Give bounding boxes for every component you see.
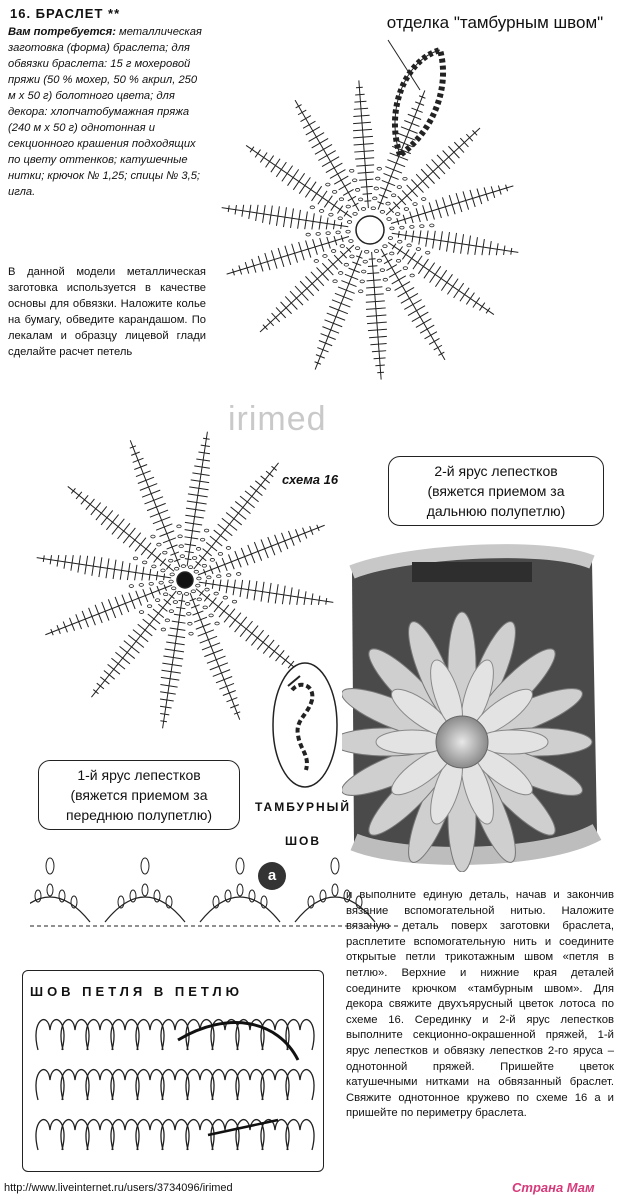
bracelet-photo (342, 532, 604, 872)
watermark: irimed (228, 400, 327, 438)
tier2-line1: 2-й ярус лепестков (434, 463, 558, 479)
seam-title: ШОВ ПЕТЛЯ В ПЕТЛЮ (30, 984, 244, 999)
site-logo: Страна Мам (512, 1180, 595, 1195)
source-url[interactable]: http://www.liveinternet.ru/users/3734096/irimed (4, 1182, 233, 1194)
tier1-line1: 1-й ярус лепестков (77, 767, 201, 783)
chain-stitch-leaf-diagram (380, 30, 460, 170)
lace-edging-diagram (30, 852, 400, 932)
materials-text: металлическая заготовка (форма) браслета; для обвязки браслета: 15 г мохеровой пряжи (50 % мохер, 50 % акрил, 250 м х 50 г) болотного цвета; для декора: хлопчатобумажная пряжа (240 м х 50 г) однотонная и секционного крашения подходящих по цвету оттенков; катушечные нитки; крючок № 1,25; спицы № 3,5; игла. (8, 26, 202, 198)
article-title: 16. БРАСЛЕТ ** (10, 6, 121, 21)
marker-a-text: а (267, 867, 277, 884)
tier2-label (388, 456, 604, 526)
tier2-line3: дальнюю полупетлю) (426, 503, 566, 519)
scheme-label: схема 16 (282, 472, 339, 487)
finishing-caption: отделка "тамбурным швом" (386, 13, 604, 32)
tambour-line1: ТАМБУРНЫЙ (254, 800, 352, 814)
tier1-line3: переднюю полупетлю) (66, 807, 212, 823)
tier1-label (38, 760, 240, 830)
tambour-stitch-diagram (270, 660, 340, 790)
tambour-label (238, 790, 368, 858)
marker-a (258, 862, 286, 890)
knitting-seam-diagram (28, 1000, 318, 1165)
tier2-line2: (вяжется приемом за (427, 483, 565, 499)
tambour-line2: ШОВ (284, 834, 322, 848)
materials-heading: Вам потребуется: (8, 26, 116, 38)
intro-text: В данной модели металлическая заготовка используется в качестве основы для обвязки. Наложите колье на бумагу, обведите карандашом. По лекалам и образцу лицевой глади сделайте расчет петель (8, 266, 206, 358)
tier1-line2: (вяжется приемом за (70, 787, 208, 803)
instructions-text: и выполните единую деталь, начав и закончив вязание вспомогательной нитью. Наложите вязаную деталь поверх заготовки браслета, расплетите вспомогательную нить и соедините открытые петли трикотажным швом «петля в петлю». Верхние и нижние края деталей соедините крючком «тамбурным швом». Для декора свяжите двухъярусный цветок лотоса по схеме 16. Серединку и 2-й ярус лепестков выполните секционно-окрашенной пряжей, 1-й ярус лепестков и обвязку лепестков 2-го яруса – однотонной пряжей. Пришейте цветок катушечными нитками на обвязанный браслет. Свяжите однотонное кружево по схеме 16 а и пришейте по периметру браслета. (346, 889, 614, 1120)
